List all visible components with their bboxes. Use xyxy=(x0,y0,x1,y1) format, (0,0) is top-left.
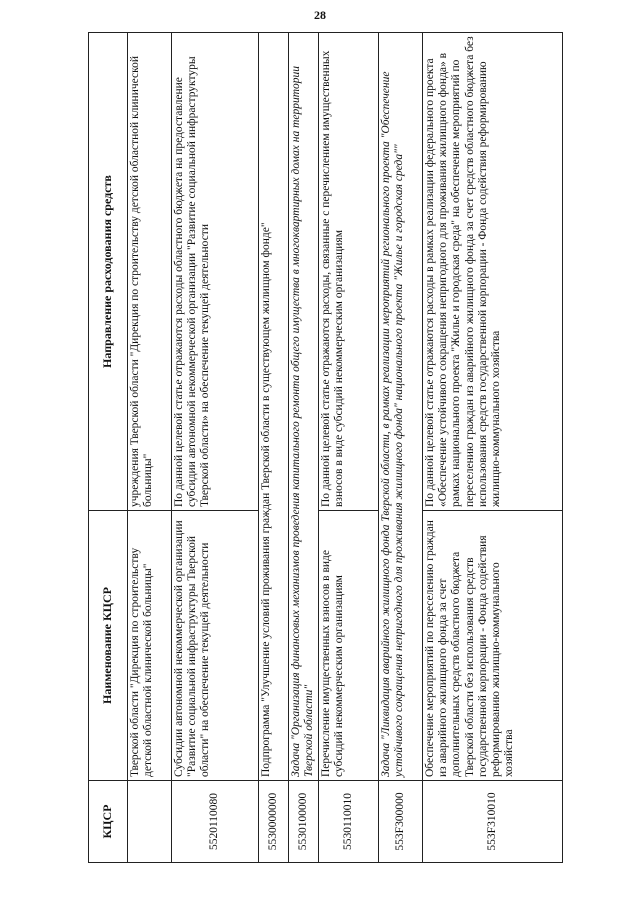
kcsr-code xyxy=(128,781,172,863)
kcsr-direction: По данной целевой статье отражаются расходы в рамках реализации федерального проекта «Обеспечение устойчивого сокращения непригодного для проживания жилищного фонда» в рамках национального проекта "Жилье и городская среда" на обеспечение мероприятий по переселению граждан из аварийного жилищного фонда за счет средств областного бюджета без использования средств государственной корпорации - Фонда содействия реформированию жилищно-коммунального хозяйства xyxy=(423,33,563,511)
header-name: Наименование КЦСР xyxy=(89,511,128,781)
page-number: 28 xyxy=(314,8,326,22)
task-title: Задача "Ликвидация аварийного жилищного фонда Тверской области, в рамках реализации мероприятий регионального проекта "Обеспечение устойчивого сокращения непригодного для проживания жилищного фонда" национального проекта "Жилье и городская среда"" xyxy=(379,33,423,781)
kcsr-table xyxy=(88,32,563,863)
table-row xyxy=(172,33,259,863)
kcsr-direction: По данной целевой статье отражаются расходы, связанные с перечислением имущественных взносов в виде субсидий некоммерческим организациям xyxy=(319,33,379,511)
kcsr-direction: По данной целевой статье отражаются расходы областного бюджета на предоставление субсидии автономной некоммерческой организации "Развитие социальной инфраструктуры Тверской области» на обеспечение текущей деятельности xyxy=(172,33,259,511)
table-row xyxy=(379,33,423,863)
kcsr-code: 5530000000 xyxy=(259,781,289,863)
kcsr-code: 5520110080 xyxy=(172,781,259,863)
kcsr-code: 553F310010 xyxy=(423,781,563,863)
table-header-row xyxy=(89,33,128,863)
table-row xyxy=(319,33,379,863)
kcsr-name: Тверской области "Дирекция по строительству детской областной клинической больницы" xyxy=(128,511,172,781)
table-row xyxy=(259,33,289,863)
rotated-table-page xyxy=(88,33,588,863)
kcsr-direction: учреждения Тверской области "Дирекция по строительству детской областной клинической больницы" xyxy=(128,33,172,511)
kcsr-code: 553F300000 xyxy=(379,781,423,863)
kcsr-name: Обеспечение мероприятий по переселению граждан из аварийного жилищного фонда за счет дополнительных средств областного бюджета Тверской области без использования средств государственной корпорации - Фонда содействия реформированию жилищно-коммунального хозяйства xyxy=(423,511,563,781)
header-direction: Направление расходования средств xyxy=(89,33,128,511)
header-kcsr: КЦСР xyxy=(89,781,128,863)
table-row xyxy=(423,33,563,863)
subprogram-title: Подпрограмма "Улучшение условий проживания граждан Тверской области в существующем жилищном фонде" xyxy=(259,33,289,781)
table-row xyxy=(128,33,172,863)
task-title: Задача "Организация финансовых механизмов проведения капитального ремонта общего имущества в многоквартирных домах на территории Тверской области" xyxy=(289,33,319,781)
table-row xyxy=(289,33,319,863)
kcsr-name: Субсидии автономной некоммерческой организации "Развитие социальной инфраструктуры Тверской области" на обеспечение текущей деятельности xyxy=(172,511,259,781)
kcsr-code: 5530100000 xyxy=(289,781,319,863)
kcsr-name: Перечисление имущественных взносов в виде субсидий некоммерческим организациям xyxy=(319,511,379,781)
kcsr-code: 5530110010 xyxy=(319,781,379,863)
